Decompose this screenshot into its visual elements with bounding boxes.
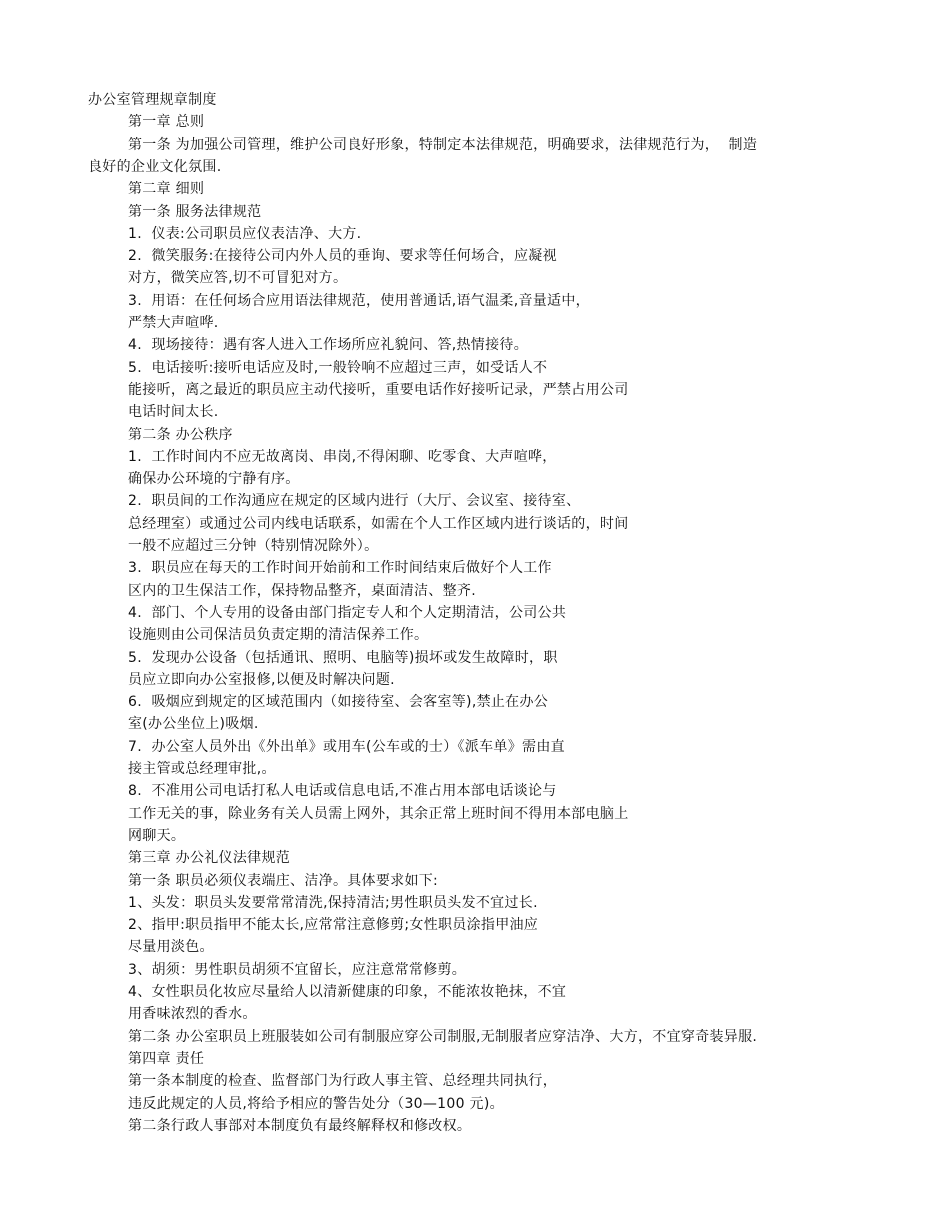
text-line: 第一条 服务法律规范 [128, 204, 262, 220]
text-line: 良好的企业文化氛围. [88, 159, 222, 175]
text-line: 2. 微笑服务:在接待公司内外人员的垂询、要求等任何场合，应凝视 [128, 248, 557, 264]
text-line: 区内的卫生保洁工作，保持物品整齐，桌面清洁、整齐. [128, 583, 476, 599]
text-line: 8. 不准用公司电话打私人电话或信息电话,不准占用本部电话谈论与 [128, 783, 557, 799]
text-line: 电话时间太长. [128, 404, 219, 420]
text-line: 1、头发：职员头发要常常清洗,保持清洁;男性职员头发不宜过长. [128, 895, 538, 911]
text-line: 第二条 办公室职员上班服装如公司有制服应穿公司制服,无制服者应穿洁净、大方，不宜穿奇装异服. [128, 1029, 758, 1045]
text-line: 接主管或总经理审批,。 [128, 761, 276, 777]
text-line: 对方，微笑应答,切不可冒犯对方。 [128, 270, 348, 286]
text-line: 4、女性职员化妆应尽量给人以清新健康的印象，不能浓妆艳抹，不宜 [128, 984, 567, 1000]
text-line: 确保办公环境的宁静有序。 [128, 471, 300, 487]
text-line: 严禁大声喧哗. [128, 315, 219, 331]
text-line: 7. 办公室人员外出《外出单》或用车(公车或的士）《派车单》需由直 [128, 739, 565, 755]
text-line: 第三章 办公礼仪法律规范 [128, 850, 291, 866]
text-line: 5. 发现办公设备（包括通讯、照明、电脑等)损坏或发生故障时，职 [128, 650, 558, 666]
text-line: 4. 部门、个人专用的设备由部门指定专人和个人定期清洁，公司公共 [128, 605, 567, 621]
text-line: 员应立即向办公室报修,以便及时解决问题. [128, 672, 395, 688]
text-line: 违反此规定的人员,将给予相应的警告处分（30—100 元)。 [128, 1096, 504, 1112]
text-line: 室(办公坐位上)吸烟. [128, 716, 259, 732]
text-line: 3. 职员应在每天的工作时间开始前和工作时间结束后做好个人工作 [128, 560, 552, 576]
text-line: 第四章 责任 [128, 1051, 205, 1067]
text-line: 第一条 职员必须仪表端庄、洁净。具体要求如下: [128, 873, 439, 889]
text-line: 1. 仪表:公司职员应仪表洁净、大方. [128, 226, 362, 242]
text-line: 2. 职员间的工作沟通应在规定的区域内进行（大厅、会议室、接待室、 [128, 493, 581, 509]
text-line: 4. 现场接待：遇有客人进入工作场所应礼貌问、答,热情接待。 [128, 337, 529, 353]
text-line: 2、指甲:职员指甲不能太长,应常常注意修剪;女性职员涂指甲油应 [128, 917, 539, 933]
text-line: 第一章 总则 [128, 114, 205, 130]
text-line: 1. 工作时间内不应无故离岗、串岗,不得闲聊、吃零食、大声喧哗， [128, 449, 557, 465]
text-line: 第二条 办公秩序 [128, 427, 233, 443]
text-line: 3. 用语：在任何场合应用语法律规范，使用普通话,语气温柔,音量适中， [128, 293, 590, 309]
text-line: 总经理室）或通过公司内线电话联系，如需在个人工作区域内进行谈话的，时间 [128, 516, 629, 532]
text-line: 第一条本制度的检查、监督部门为行政人事主管、总经理共同执行， [128, 1073, 557, 1089]
text-line: 第一条 为加强公司管理，维护公司良好形象，特制定本法律规范，明确要求，法律规范行为， 制造 [128, 137, 758, 153]
text-line: 5. 电话接听:接听电话应及时,一般铃响不应超过三声，如受话人不 [128, 360, 548, 376]
text-line: 网聊天。 [128, 828, 186, 844]
text-line: 办公室管理规章制度 [88, 92, 217, 108]
text-line: 第二条行政人事部对本制度负有最终解释权和修改权。 [128, 1118, 472, 1134]
text-line: 能接听，离之最近的职员应主动代接听，重要电话作好接听记录，严禁占用公司 [128, 382, 629, 398]
text-line: 用香味浓烈的香水。 [128, 1006, 257, 1022]
text-line: 设施则由公司保洁员负责定期的清洁保养工作。 [128, 627, 429, 643]
text-line: 尽量用淡色。 [128, 939, 214, 955]
text-line: 6. 吸烟应到规定的区域范围内（如接待室、会客室等),禁止在办公 [128, 694, 549, 710]
text-line: 3、胡须：男性职员胡须不宜留长，应注意常常修剪。 [128, 962, 467, 978]
text-line: 一般不应超过三分钟（特别情况除外）。 [128, 538, 379, 554]
text-line: 工作无关的事，除业务有关人员需上网外，其余正常上班时间不得用本部电脑上 [128, 806, 629, 822]
text-line: 第二章 细则 [128, 181, 205, 197]
